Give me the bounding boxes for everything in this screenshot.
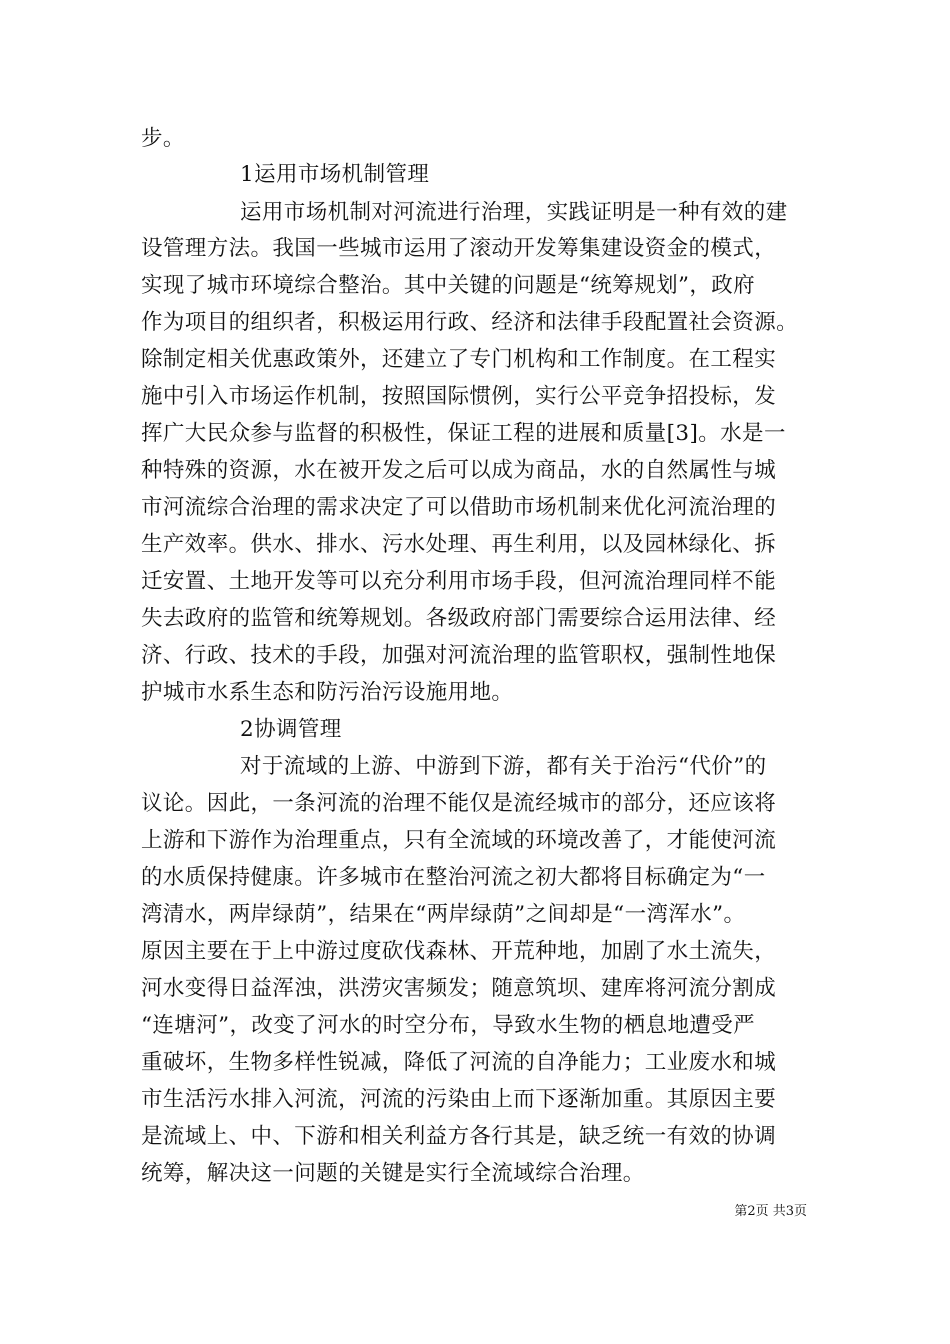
paragraph-line: 河水变得日益浑浊，洪涝灾害频发；随意筑坝、建库将河流分割成 bbox=[141, 976, 777, 1001]
paragraph-line: 实现了城市环境综合整治。其中关键的问题是“统筹规划”，政府 bbox=[141, 273, 756, 298]
paragraph-line: 作为项目的组织者，积极运用行政、经济和法律手段配置社会资源。 bbox=[141, 310, 799, 335]
paragraph-line: 是流域上、中、下游和相关利益方各行其是，缺乏统一有效的协调 bbox=[141, 1124, 777, 1149]
paragraph-line: 运用市场机制对河流进行治理，实践证明是一种有效的建 bbox=[240, 200, 788, 225]
paragraph-line: 施中引入市场运作机制，按照国际惯例，实行公平竞争招投标，发 bbox=[141, 384, 777, 409]
paragraph-line: 湾清水，两岸绿荫”，结果在“两岸绿荫”之间却是“一湾浑水”。 bbox=[141, 902, 746, 927]
paragraph-line: 议论。因此，一条河流的治理不能仅是流经城市的部分，还应该将 bbox=[141, 791, 777, 816]
section-heading: 2协调管理 bbox=[240, 717, 342, 742]
paragraph-line: 济、行政、技术的手段，加强对河流治理的监管职权，强制性地保 bbox=[141, 643, 777, 668]
paragraph-line: 挥广大民众参与监督的积极性，保证工程的进展和质量[3]。水是一 bbox=[141, 421, 786, 446]
paragraph-line: “连塘河”，改变了河水的时空分布，导致水生物的栖息地遭受严 bbox=[141, 1013, 756, 1038]
paragraph-line: 护城市水系生态和防污治污设施用地。 bbox=[141, 680, 514, 705]
page-number: 第2页 共3页 bbox=[734, 1204, 807, 1219]
paragraph-line: 迁安置、土地开发等可以充分利用市场手段，但河流治理同样不能 bbox=[141, 569, 777, 594]
section-heading: 1运用市场机制管理 bbox=[240, 162, 430, 187]
paragraph-line: 重破坏，生物多样性锐减，降低了河流的自净能力；工业废水和城 bbox=[141, 1050, 777, 1075]
paragraph-line: 市河流综合治理的需求决定了可以借助市场机制来优化河流治理的 bbox=[141, 495, 777, 520]
paragraph-line: 生产效率。供水、排水、污水处理、再生利用，以及园林绿化、拆 bbox=[141, 532, 777, 557]
paragraph-line: 市生活污水排入河流，河流的污染由上而下逐渐加重。其原因主要 bbox=[141, 1087, 777, 1112]
paragraph-line: 上游和下游作为治理重点，只有全流域的环境改善了，才能使河流 bbox=[141, 828, 777, 853]
paragraph-line: 失去政府的监管和统筹规划。各级政府部门需要综合运用法律、经 bbox=[141, 606, 777, 631]
paragraph-line: 设管理方法。我国一些城市运用了滚动开发筹集建设资金的模式， bbox=[141, 236, 777, 261]
paragraph-line: 的水质保持健康。许多城市在整治河流之初大都将目标确定为“一 bbox=[141, 865, 766, 890]
paragraph-line: 对于流域的上游、中游到下游，都有关于治污“代价”的 bbox=[240, 754, 767, 779]
paragraph-line: 种特殊的资源，水在被开发之后可以成为商品，水的自然属性与城 bbox=[141, 458, 777, 483]
paragraph-line: 统筹，解决这一问题的关键是实行全流域综合治理。 bbox=[141, 1161, 645, 1186]
paragraph-line: 除制定相关优惠政策外，还建立了专门机构和工作制度。在工程实 bbox=[141, 347, 777, 372]
paragraph-line: 原因主要在于上中游过度砍伐森林、开荒种地，加剧了水土流失， bbox=[141, 939, 777, 964]
paragraph-line: 步。 bbox=[141, 126, 185, 151]
